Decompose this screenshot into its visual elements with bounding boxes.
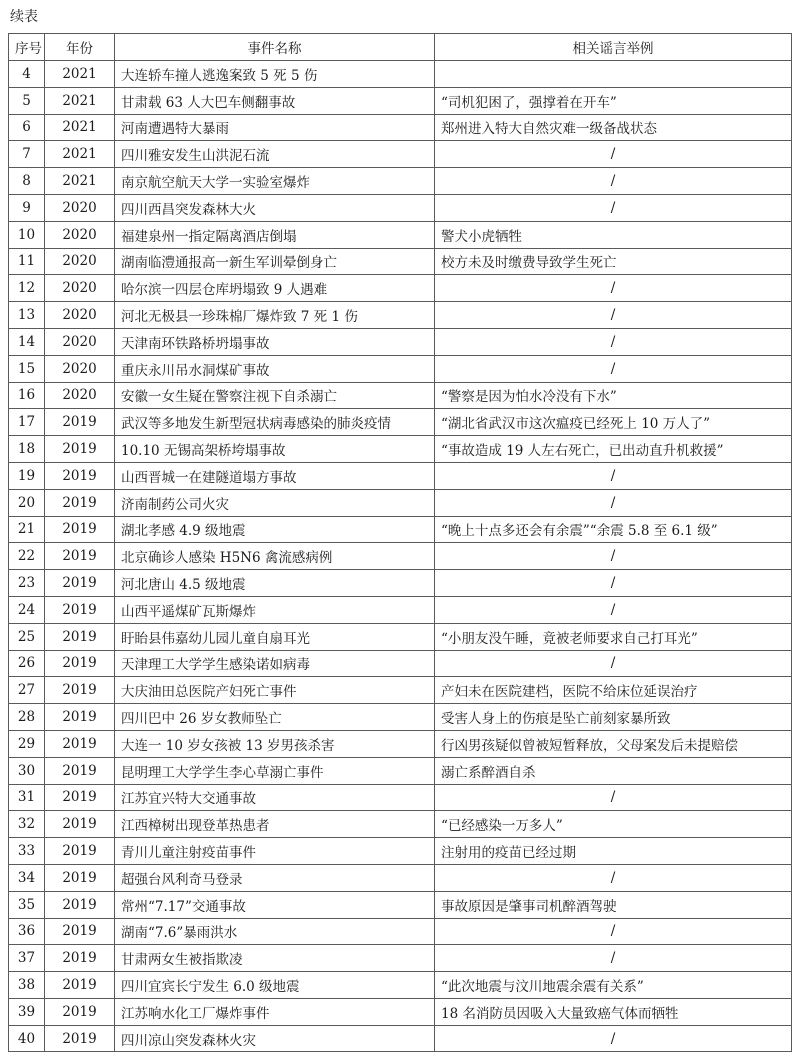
rumor-example-cell: “此次地震与汶川地震余震有关系” (435, 972, 792, 999)
table-row (9, 918, 792, 945)
table-row (9, 1025, 792, 1052)
year-cell: 2019 (45, 757, 115, 784)
event-name-cell: 济南制药公司火灾 (115, 489, 435, 516)
rumor-example-cell: “已经感染一万多人” (435, 811, 792, 838)
table-row (9, 784, 792, 811)
table-body (9, 61, 792, 1052)
serial-number-cell: 18 (9, 436, 45, 463)
table-row (9, 596, 792, 623)
event-name-cell: 河北无极县一珍珠棉厂爆炸致 7 死 1 伤 (115, 302, 435, 329)
rumor-example-cell: “事故造成 19 人左右死亡，已出动直升机救援” (435, 436, 792, 463)
year-cell: 2021 (45, 114, 115, 141)
rumor-events-table (8, 33, 792, 1052)
rumor-example-cell: / (435, 784, 792, 811)
table-row (9, 168, 792, 195)
rumor-example-cell: / (435, 168, 792, 195)
event-name-cell: 湖南临澧通报高一新生军训晕倒身亡 (115, 248, 435, 275)
event-name-cell: 湖北孝感 4.9 级地震 (115, 516, 435, 543)
serial-number-cell: 29 (9, 730, 45, 757)
rumor-example-cell: / (435, 355, 792, 382)
serial-number-cell: 32 (9, 811, 45, 838)
table-row (9, 864, 792, 891)
year-cell: 2019 (45, 891, 115, 918)
table-row (9, 275, 792, 302)
year-cell: 2019 (45, 998, 115, 1025)
serial-number-cell: 20 (9, 489, 45, 516)
year-cell: 2020 (45, 194, 115, 221)
serial-number-cell: 4 (9, 61, 45, 88)
serial-number-cell: 8 (9, 168, 45, 195)
event-name-cell: 超强台风利奇马登录 (115, 864, 435, 891)
table-row (9, 811, 792, 838)
rumor-example-cell: 校方未及时缴费导致学生死亡 (435, 248, 792, 275)
table-row (9, 543, 792, 570)
year-cell: 2019 (45, 838, 115, 865)
rumor-example-cell: “司机犯困了，强撑着在开车” (435, 87, 792, 114)
table-row (9, 355, 792, 382)
year-cell: 2019 (45, 596, 115, 623)
event-name-cell: 山西平遥煤矿瓦斯爆炸 (115, 596, 435, 623)
table-row (9, 891, 792, 918)
year-cell: 2019 (45, 1025, 115, 1052)
table-row (9, 998, 792, 1025)
header-event-name: 事件名称 (115, 34, 435, 61)
table-row (9, 221, 792, 248)
year-cell: 2019 (45, 623, 115, 650)
year-cell: 2019 (45, 489, 115, 516)
table-caption: 续表 (10, 9, 38, 25)
table-row (9, 328, 792, 355)
event-name-cell: 南京航空航天大学一实验室爆炸 (115, 168, 435, 195)
event-name-cell: 江苏宜兴特大交通事故 (115, 784, 435, 811)
serial-number-cell: 13 (9, 302, 45, 329)
year-cell: 2019 (45, 650, 115, 677)
year-cell: 2021 (45, 141, 115, 168)
event-name-cell: 天津南环铁路桥坍塌事故 (115, 328, 435, 355)
year-cell: 2020 (45, 382, 115, 409)
year-cell: 2020 (45, 328, 115, 355)
serial-number-cell: 40 (9, 1025, 45, 1052)
year-cell: 2019 (45, 704, 115, 731)
serial-number-cell: 21 (9, 516, 45, 543)
year-cell: 2021 (45, 168, 115, 195)
serial-number-cell: 31 (9, 784, 45, 811)
year-cell: 2019 (45, 811, 115, 838)
rumor-example-cell: 产妇未在医院建档，医院不给床位延误治疗 (435, 677, 792, 704)
serial-number-cell: 17 (9, 409, 45, 436)
rumor-example-cell: / (435, 918, 792, 945)
year-cell: 2020 (45, 275, 115, 302)
serial-number-cell: 34 (9, 864, 45, 891)
header-rumor-example: 相关谣言举例 (435, 34, 792, 61)
year-cell: 2019 (45, 918, 115, 945)
event-name-cell: 北京确诊人感染 H5N6 禽流感病例 (115, 543, 435, 570)
event-name-cell: 青川儿童注射疫苗事件 (115, 838, 435, 865)
event-name-cell: 山西晋城一在建隧道塌方事故 (115, 462, 435, 489)
table-row (9, 409, 792, 436)
serial-number-cell: 19 (9, 462, 45, 489)
table-row (9, 382, 792, 409)
table-row (9, 248, 792, 275)
serial-number-cell: 14 (9, 328, 45, 355)
serial-number-cell: 26 (9, 650, 45, 677)
header-serial-number: 序号 (9, 34, 45, 61)
rumor-example-cell: 事故原因是肇事司机醉酒驾驶 (435, 891, 792, 918)
serial-number-cell: 22 (9, 543, 45, 570)
year-cell: 2021 (45, 61, 115, 88)
table-row (9, 114, 792, 141)
serial-number-cell: 25 (9, 623, 45, 650)
serial-number-cell: 35 (9, 891, 45, 918)
serial-number-cell: 5 (9, 87, 45, 114)
rumor-example-cell: / (435, 462, 792, 489)
table-row (9, 462, 792, 489)
table-row (9, 838, 792, 865)
rumor-example-cell: “小朋友没午睡，竟被老师要求自己打耳光” (435, 623, 792, 650)
event-name-cell: 盱眙县伟嘉幼儿园儿童自扇耳光 (115, 623, 435, 650)
table-row (9, 302, 792, 329)
table-row (9, 623, 792, 650)
table-row (9, 61, 792, 88)
rumor-example-cell: 郑州进入特大自然灾难一级备战状态 (435, 114, 792, 141)
year-cell: 2019 (45, 945, 115, 972)
rumor-example-cell: / (435, 194, 792, 221)
serial-number-cell: 37 (9, 945, 45, 972)
rumor-example-cell: / (435, 489, 792, 516)
year-cell: 2021 (45, 87, 115, 114)
table-row (9, 194, 792, 221)
table-row (9, 141, 792, 168)
rumor-example-cell: / (435, 596, 792, 623)
header-year: 年份 (45, 34, 115, 61)
event-name-cell: 四川巴中 26 岁女教师坠亡 (115, 704, 435, 731)
rumor-example-cell: 注射用的疫苗已经过期 (435, 838, 792, 865)
year-cell: 2019 (45, 543, 115, 570)
table-row (9, 87, 792, 114)
serial-number-cell: 15 (9, 355, 45, 382)
event-name-cell: 四川西昌突发森林大火 (115, 194, 435, 221)
rumor-example-cell: 受害人身上的伤痕是坠亡前刻家暴所致 (435, 704, 792, 731)
serial-number-cell: 28 (9, 704, 45, 731)
serial-number-cell: 9 (9, 194, 45, 221)
year-cell: 2019 (45, 677, 115, 704)
event-name-cell: 甘肃载 63 人大巴车侧翻事故 (115, 87, 435, 114)
rumor-example-cell: / (435, 570, 792, 597)
event-name-cell: 大庆油田总医院产妇死亡事件 (115, 677, 435, 704)
serial-number-cell: 10 (9, 221, 45, 248)
year-cell: 2019 (45, 436, 115, 463)
serial-number-cell: 38 (9, 972, 45, 999)
rumor-example-cell: “晚上十点多还会有余震”“余震 5.8 至 6.1 级” (435, 516, 792, 543)
serial-number-cell: 36 (9, 918, 45, 945)
table-row (9, 436, 792, 463)
rumor-example-cell: 18 名消防员因吸入大量致癌气体而牺牲 (435, 998, 792, 1025)
table-row (9, 704, 792, 731)
rumor-example-cell: / (435, 302, 792, 329)
event-name-cell: 甘肃两女生被指欺凌 (115, 945, 435, 972)
year-cell: 2019 (45, 864, 115, 891)
rumor-example-cell: / (435, 650, 792, 677)
table-row (9, 489, 792, 516)
year-cell: 2020 (45, 221, 115, 248)
serial-number-cell: 16 (9, 382, 45, 409)
event-name-cell: 大连一 10 岁女孩被 13 岁男孩杀害 (115, 730, 435, 757)
event-name-cell: 四川雅安发生山洪泥石流 (115, 141, 435, 168)
rumor-example-cell: 行凶男孩疑似曾被短暂释放，父母案发后未提赔偿 (435, 730, 792, 757)
rumor-example-cell: / (435, 864, 792, 891)
event-name-cell: 江苏响水化工厂爆炸事件 (115, 998, 435, 1025)
serial-number-cell: 33 (9, 838, 45, 865)
rumor-example-cell: / (435, 141, 792, 168)
event-name-cell: 常州“7.17”交通事故 (115, 891, 435, 918)
serial-number-cell: 30 (9, 757, 45, 784)
rumor-example-cell: “警察是因为怕水冷没有下水” (435, 382, 792, 409)
event-name-cell: 天津理工大学学生感染诺如病毒 (115, 650, 435, 677)
year-cell: 2019 (45, 570, 115, 597)
year-cell: 2020 (45, 302, 115, 329)
rumor-example-cell: / (435, 543, 792, 570)
year-cell: 2019 (45, 784, 115, 811)
rumor-example-cell (435, 61, 792, 88)
serial-number-cell: 23 (9, 570, 45, 597)
year-cell: 2020 (45, 355, 115, 382)
rumor-example-cell: “湖北省武汉市这次瘟疫已经死上 10 万人了” (435, 409, 792, 436)
rumor-example-cell: / (435, 945, 792, 972)
table-row (9, 730, 792, 757)
year-cell: 2019 (45, 972, 115, 999)
year-cell: 2019 (45, 516, 115, 543)
event-name-cell: 福建泉州一指定隔离酒店倒塌 (115, 221, 435, 248)
table-row (9, 757, 792, 784)
event-name-cell: 河北唐山 4.5 级地震 (115, 570, 435, 597)
table-row (9, 945, 792, 972)
event-name-cell: 四川凉山突发森林火灾 (115, 1025, 435, 1052)
table-row (9, 570, 792, 597)
event-name-cell: 湖南“7.6”暴雨洪水 (115, 918, 435, 945)
year-cell: 2020 (45, 248, 115, 275)
event-name-cell: 10.10 无锡高架桥垮塌事故 (115, 436, 435, 463)
serial-number-cell: 6 (9, 114, 45, 141)
table-row (9, 677, 792, 704)
event-name-cell: 河南遭遇特大暴雨 (115, 114, 435, 141)
year-cell: 2019 (45, 409, 115, 436)
rumor-example-cell: / (435, 328, 792, 355)
table-row (9, 972, 792, 999)
serial-number-cell: 27 (9, 677, 45, 704)
event-name-cell: 昆明理工大学学生李心草溺亡事件 (115, 757, 435, 784)
table-row (9, 650, 792, 677)
rumor-example-cell: / (435, 1025, 792, 1052)
rumor-example-cell: 警犬小虎牺牲 (435, 221, 792, 248)
event-name-cell: 江西樟树出现登革热患者 (115, 811, 435, 838)
serial-number-cell: 7 (9, 141, 45, 168)
event-name-cell: 大连轿车撞人逃逸案致 5 死 5 伤 (115, 61, 435, 88)
rumor-example-cell: 溺亡系醉酒自杀 (435, 757, 792, 784)
event-name-cell: 哈尔滨一四层仓库坍塌致 9 人遇难 (115, 275, 435, 302)
table-header-row (9, 34, 792, 61)
rumor-example-cell: / (435, 275, 792, 302)
event-name-cell: 武汉等多地发生新型冠状病毒感染的肺炎疫情 (115, 409, 435, 436)
serial-number-cell: 11 (9, 248, 45, 275)
event-name-cell: 安徽一女生疑在警察注视下自杀溺亡 (115, 382, 435, 409)
event-name-cell: 重庆永川吊水洞煤矿事故 (115, 355, 435, 382)
year-cell: 2019 (45, 730, 115, 757)
serial-number-cell: 24 (9, 596, 45, 623)
table-row (9, 516, 792, 543)
serial-number-cell: 39 (9, 998, 45, 1025)
event-name-cell: 四川宜宾长宁发生 6.0 级地震 (115, 972, 435, 999)
serial-number-cell: 12 (9, 275, 45, 302)
year-cell: 2019 (45, 462, 115, 489)
